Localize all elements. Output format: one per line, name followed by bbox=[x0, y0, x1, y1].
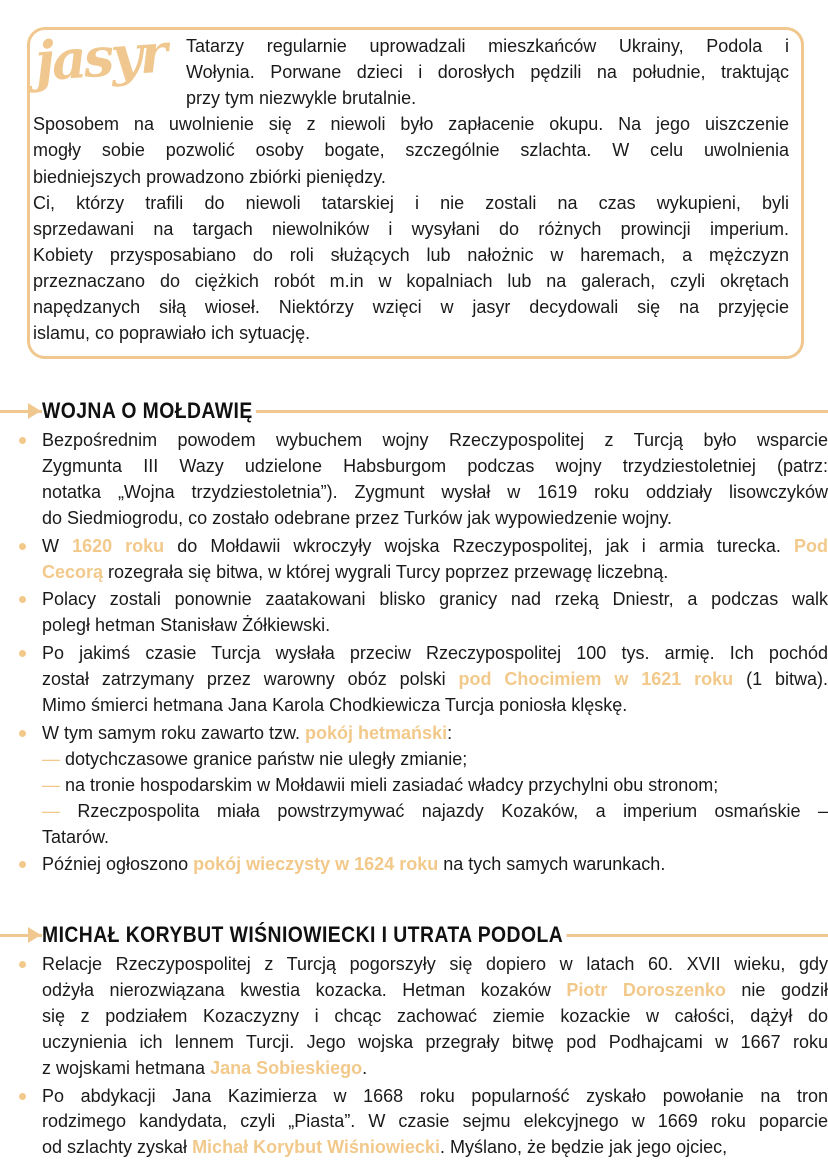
text-segment: nie godził bbox=[725, 979, 828, 1000]
text-segment: Zygmunta III Wazy udzielone Habsburgom podczas wojny trzydziestoletniej (patrz: bbox=[42, 455, 828, 476]
box-text-line bbox=[33, 242, 789, 268]
box-text-line bbox=[186, 59, 789, 85]
bullet-icon bbox=[19, 861, 26, 868]
text-segment: sprzedawani na targach niewolników i wysyłani do różnych prowincji imperium. bbox=[33, 218, 789, 239]
text-segment: przeznaczano do ciężkich robót m.in w kopalniach lub na galerach, czyli okrętach bbox=[33, 270, 789, 291]
text-segment: rodzimego kandydata, czyli „Piasta”. W czasie sejmu elekcyjnego w 1669 roku poparcie bbox=[42, 1111, 828, 1132]
text-segment: uczynienia ich lennem Turcji. Jego wojska przegrały bitwę pod Podhajcami w 1667 roku bbox=[42, 1031, 828, 1052]
text-segment: Po jakimś czasie Turcja wysłała przeciw Rzeczypospolitej 100 tys. armię. Ich pochód bbox=[42, 643, 828, 664]
section-title: WOJNA O MOŁDAWIĘ bbox=[42, 396, 256, 426]
box-text-line bbox=[33, 216, 789, 242]
section-heading bbox=[0, 920, 828, 950]
text-segment: : bbox=[447, 722, 453, 743]
box-text-line bbox=[33, 268, 789, 294]
bullet-icon bbox=[19, 543, 26, 550]
list-item-line bbox=[42, 1134, 828, 1160]
box-text-line bbox=[33, 190, 789, 216]
box-text-line bbox=[33, 137, 789, 163]
list-item-line bbox=[42, 1003, 828, 1029]
dash-marker: — bbox=[42, 774, 60, 795]
dash-marker: — bbox=[42, 800, 60, 821]
list-item-line bbox=[42, 453, 828, 479]
bullet-icon bbox=[19, 437, 26, 444]
text-segment: na tronie hospodarskim w Mołdawii mieli zasiadać władcy przychylni obu stronom; bbox=[60, 774, 719, 795]
box-text-line bbox=[33, 294, 789, 320]
text-segment: napędzanych siłą wioseł. Niektórzy wzięci w jasyr decydowali się na przyjęcie bbox=[33, 297, 789, 317]
list-item-line bbox=[42, 640, 828, 666]
list-item-line bbox=[42, 1055, 828, 1081]
list-item-line bbox=[42, 824, 828, 850]
text-segment: W bbox=[42, 535, 73, 556]
text-segment: przy tym niezwykle brutalnie. bbox=[186, 88, 417, 109]
text-segment: Później ogłoszono bbox=[42, 854, 194, 875]
box-text-line bbox=[186, 33, 789, 59]
text-segment: na tych samych warunkach. bbox=[438, 854, 666, 875]
list-item-line bbox=[42, 666, 828, 692]
jasyr-logo: jasyr bbox=[32, 20, 167, 94]
list-item-line bbox=[42, 692, 828, 718]
bullet-icon bbox=[19, 961, 26, 968]
text-segment: Tatarów. bbox=[42, 826, 110, 847]
text-segment: dotychczasowe granice państw nie uległy zmianie; bbox=[60, 748, 468, 769]
list-item-line bbox=[42, 977, 828, 1003]
text-segment: islamu, co poprawiało ich sytuację. bbox=[33, 323, 311, 344]
highlighted-term: pokój wieczysty w 1624 roku bbox=[193, 854, 439, 875]
text-segment: Polacy zostali ponownie zaatakowani blisko granicy nad rzeką Dniestr, a podczas walk bbox=[42, 589, 828, 610]
list-item-line bbox=[42, 533, 828, 559]
section-heading bbox=[0, 396, 828, 426]
text-segment: (1 bitwa). bbox=[733, 669, 828, 690]
arrow-icon bbox=[28, 403, 41, 419]
text-segment: poległ hetman Stanisław Żółkiewski. bbox=[42, 615, 331, 636]
section-title: MICHAŁ KORYBUT WIŚNIOWIECKI I UTRATA PODOLA bbox=[42, 920, 567, 950]
list-item-line bbox=[42, 772, 828, 798]
text-segment: mogły sobie pozwolić osoby bogate, szczególnie szlachta. W celu uwolnienia bbox=[33, 140, 789, 161]
highlighted-term: Cecorą bbox=[42, 561, 104, 582]
list-item-line bbox=[42, 427, 828, 453]
arrow-icon bbox=[28, 927, 41, 943]
highlighted-term: Piotr Doroszenko bbox=[566, 979, 726, 1000]
text-segment: Po abdykacji Jana Kazimierza w 1668 roku popularność zyskało powołanie na tron bbox=[42, 1085, 828, 1106]
text-segment: Wołynia. Porwane dzieci i dorosłych pędzili na południe, traktując bbox=[186, 62, 789, 83]
text-segment: się z podziałem Kozaczyzny i chcąc zachować ziemie kozackie w całości, dążył do bbox=[42, 1005, 828, 1026]
highlighted-term: Michał Korybut Wiśniowiecki bbox=[192, 1137, 440, 1158]
dash-marker: — bbox=[42, 748, 60, 769]
list-item-line bbox=[42, 1029, 828, 1055]
highlighted-term: pokój hetmański bbox=[305, 722, 448, 743]
bullet-icon bbox=[19, 730, 26, 737]
bullet-icon bbox=[19, 1093, 26, 1100]
list-item-line bbox=[42, 505, 828, 531]
box-text-line bbox=[186, 85, 789, 111]
list-item-line bbox=[42, 1083, 828, 1109]
list-item-line bbox=[42, 479, 828, 505]
box-text-line bbox=[33, 111, 789, 137]
text-segment: Mimo śmierci hetmana Jana Karola Chodkiewicza Turcja poniosła klęskę. bbox=[42, 695, 628, 715]
text-segment: Kobiety przysposabiano do roli służących lub nałożnic w haremach, a mężczyzn bbox=[33, 244, 789, 265]
list-item-line bbox=[42, 951, 828, 977]
list-item-line bbox=[42, 746, 828, 772]
text-segment: do Mołdawii wkroczyły wojska Rzeczypospolitej, jak i armia turecka. bbox=[164, 535, 794, 556]
highlighted-term: 1620 roku bbox=[72, 535, 165, 556]
text-segment: . Myślano, że będzie jak jego ojciec, bbox=[439, 1137, 728, 1158]
bullet-icon bbox=[19, 596, 26, 603]
text-segment: . bbox=[362, 1057, 368, 1078]
highlighted-term: Jana Sobieskiego bbox=[210, 1057, 363, 1078]
text-segment: Tatarzy regularnie uprowadzali mieszkańców Ukrainy, Podola i bbox=[186, 36, 789, 56]
highlighted-term: Pod bbox=[794, 535, 828, 556]
list-item-line bbox=[42, 559, 828, 585]
list-item-line bbox=[42, 798, 828, 824]
text-segment: notatka „Wojna trzydziestoletnia”). Zygmunt wysłał w 1619 roku oddziały lisowczyków bbox=[42, 481, 828, 502]
list-item-line bbox=[42, 1108, 828, 1134]
box-text-line bbox=[33, 320, 789, 346]
text-segment: Relacje Rzeczypospolitej z Turcją pogorszyły się dopiero w latach 60. XVII wieku, gdy bbox=[42, 954, 828, 974]
text-segment: został zatrzymany przez warowny obóz polski bbox=[42, 669, 459, 690]
list-item-line bbox=[42, 612, 828, 638]
text-segment: Bezpośrednim powodem wybuchem wojny Rzeczypospolitej z Turcją było wsparcie bbox=[42, 430, 828, 450]
bullet-icon bbox=[19, 650, 26, 657]
text-segment: Ci, którzy trafili do niewoli tatarskiej i nie zostali na czas wykupieni, byli bbox=[33, 192, 789, 213]
text-segment: Rzeczpospolita miała powstrzymywać najazdy Kozaków, a imperium osmańskie – bbox=[60, 800, 828, 821]
text-segment: W tym samym roku zawarto tzw. bbox=[42, 722, 306, 743]
text-segment: do Siedmiogrodu, co zostało odebrane przez Turków jak wypowiedzenie wojny. bbox=[42, 507, 673, 528]
text-segment: Sposobem na uwolnienie się z niewoli było zapłacenie okupu. Na jego uiszczenie bbox=[33, 114, 789, 135]
text-segment: rozegrała się bitwa, w której wygrali Turcy poprzez przewagę liczebną. bbox=[103, 561, 669, 582]
highlighted-term: pod Chocimiem w 1621 roku bbox=[458, 669, 734, 690]
text-segment: odżyła nierozwiązana kwestia kozacka. Hetman kozaków bbox=[42, 979, 567, 1000]
box-text-line bbox=[33, 164, 789, 190]
list-item-line bbox=[42, 851, 828, 877]
text-segment: od szlachty zyskał bbox=[42, 1137, 193, 1158]
text-segment: biedniejszych prowadzono zbiórki pieniędzy. bbox=[33, 166, 386, 187]
list-item-line bbox=[42, 720, 828, 746]
list-item-line bbox=[42, 586, 828, 612]
text-segment: z wojskami hetmana bbox=[42, 1057, 211, 1078]
